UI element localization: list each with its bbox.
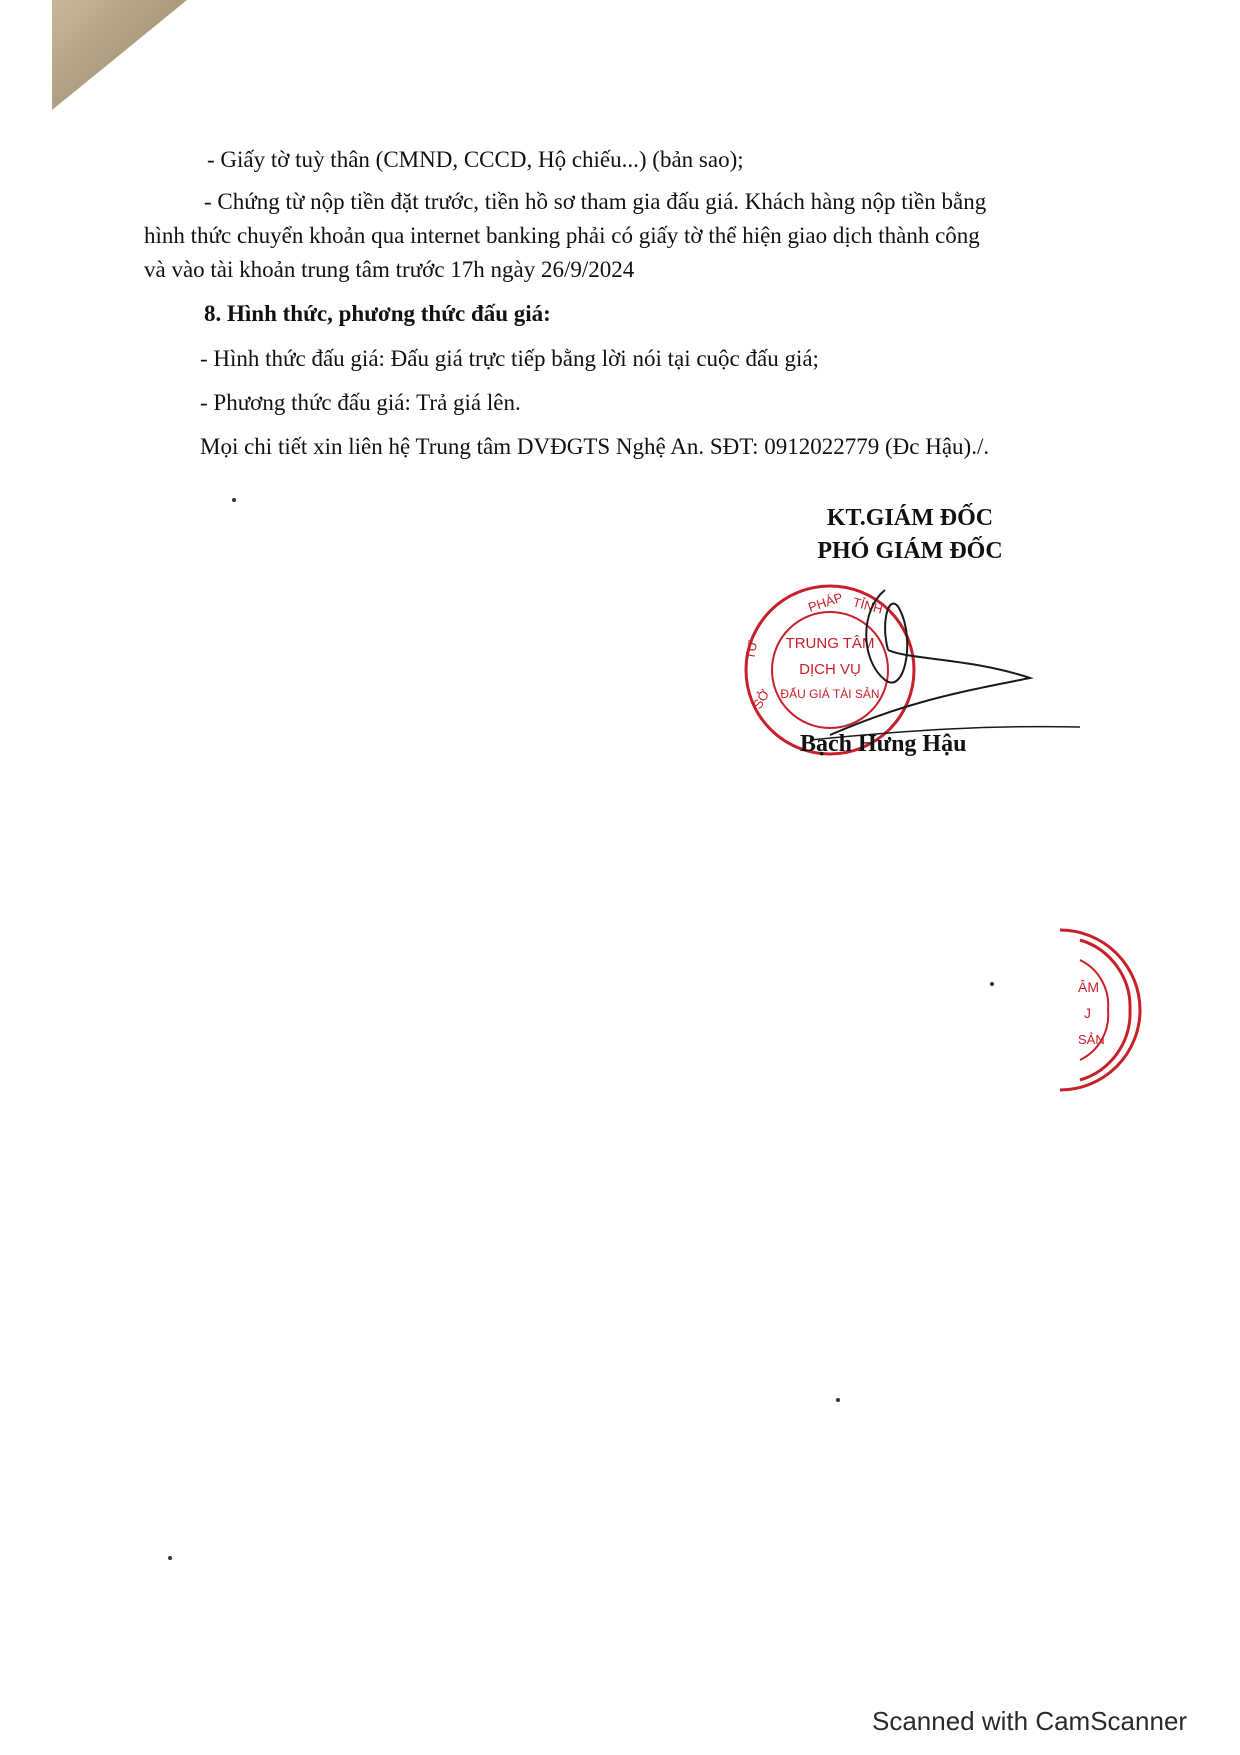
stamp-ring-left: TƯ [742,639,761,661]
signer-name: Bạch Hưng Hậu [800,731,967,757]
partial-seal-stamp [1060,920,1150,1100]
stamp-line-2: DỊCH VỤ [799,661,861,678]
partial-stamp-line-3: SẢN [1078,1032,1105,1047]
bullet-identity-documents: - Giấy tờ tuỳ thân (CMND, CCCD, Hộ chiếu...) (bản sao); [207,147,744,172]
stamp-line-3: ĐẤU GIÁ TÀI SẢN [780,687,880,701]
auction-method-line: - Phương thức đấu giá: Trả giá lên. [200,390,521,415]
scan-speck [836,1398,840,1402]
bullet-deposit-proof-line-1: - Chứng từ nộp tiền đặt trước, tiền hồ sơ tham gia đấu giá. Khách hàng nộp tiền bằng [204,189,987,214]
handwritten-signature [790,580,1090,750]
camscanner-watermark: Scanned with CamScanner [872,1706,1188,1736]
stamp-line-1: TRUNG TÂM [785,635,875,652]
stamp-ring-bottom: SỞ [749,686,773,712]
stamp-ring-top: PHÁP [806,589,845,615]
scan-speck [990,982,994,986]
bullet-deposit-proof-line-3: và vào tài khoản trung tâm trước 17h ngày 26/9/2024 [144,257,635,282]
section-heading-auction-form: 8. Hình thức, phương thức đấu giá: [204,301,551,326]
bullet-deposit-proof-line-2: hình thức chuyển khoản qua internet banking phải có giấy tờ thể hiện giao dịch thành công [144,223,980,248]
scan-speck [168,1556,172,1560]
partial-stamp-line-1: ÂM [1078,979,1099,995]
signature-title-1: KT.GIÁM ĐỐC [826,505,994,531]
partial-stamp-line-2: J [1084,1005,1091,1021]
auction-form-line: - Hình thức đấu giá: Đấu giá trực tiếp bằng lời nói tại cuộc đấu giá; [200,346,819,371]
signature-title-2: PHÓ GIÁM ĐỐC [817,538,1003,564]
stamp-ring-top2: TỈNH [851,594,885,617]
document-page [52,0,1240,1680]
contact-line: Mọi chi tiết xin liên hệ Trung tâm DVĐGTS Nghệ An. SĐT: 0912022779 (Đc Hậu)./. [200,434,990,459]
scan-speck [232,498,236,502]
